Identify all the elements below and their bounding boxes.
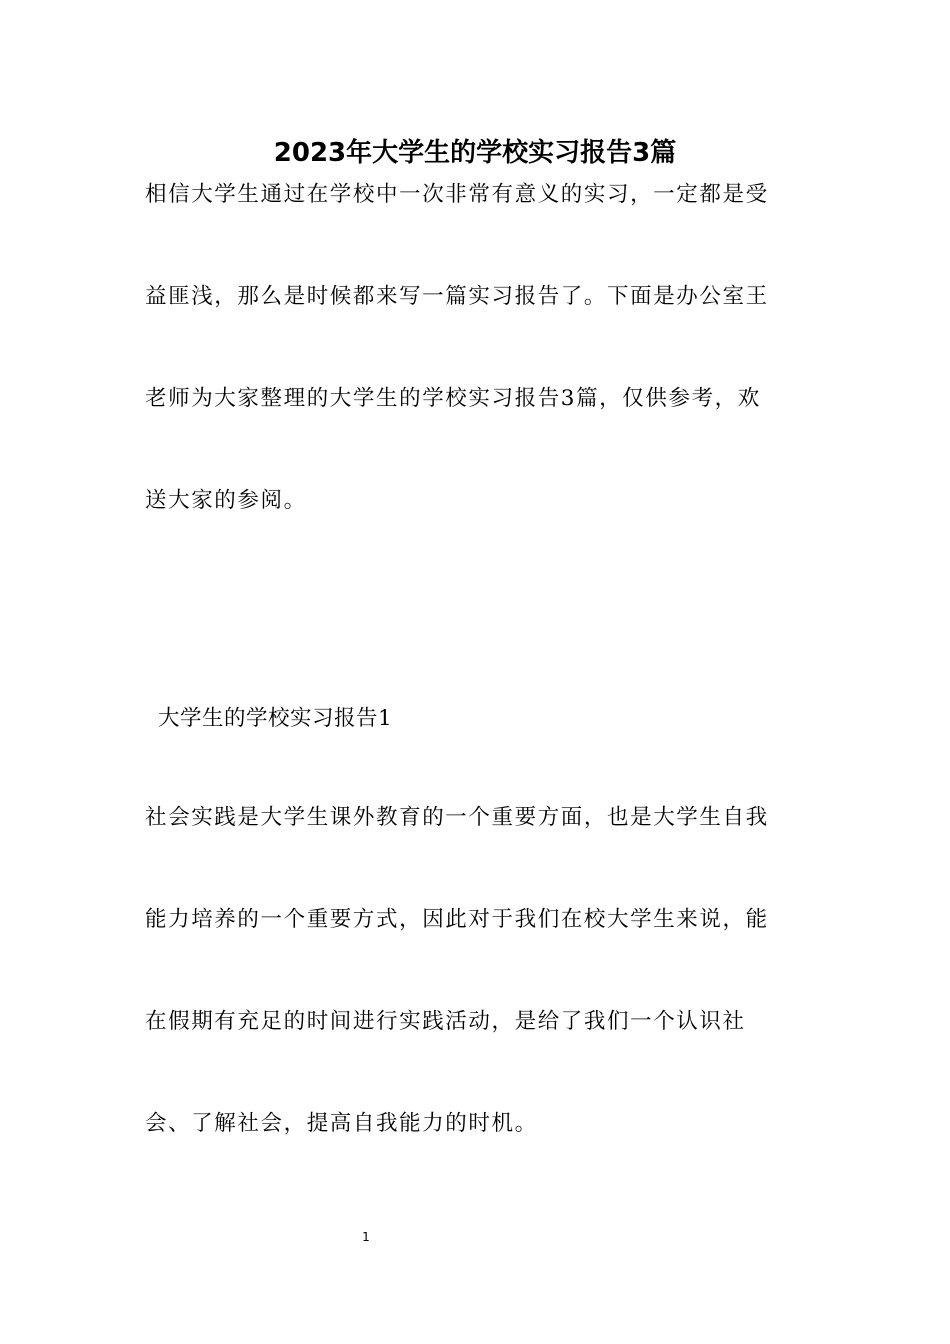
section-line-2: 能力培养的一个重要方式，因此对于我们在校大学生来说，能 <box>145 907 769 932</box>
section-paragraph <box>145 802 815 1210</box>
section-line-1: 社会实践是大学生课外教育的一个重要方面，也是大学生自我 <box>145 805 769 830</box>
intro-line-1: 相信大学生通过在学校中一次非常有意义的实习，一定都是受 <box>145 182 769 207</box>
intro-paragraph <box>145 179 815 587</box>
intro-line-4: 送大家的参阅。 <box>145 488 307 513</box>
intro-line-3: 老师为大家整理的大学生的学校实习报告3篇，仅供参考，欢 <box>145 386 761 411</box>
section-line-3: 在假期有充足的时间进行实践活动，是给了我们一个认识社 <box>145 1009 746 1034</box>
section-heading: 大学生的学校实习报告1 <box>158 706 393 731</box>
page-number: 1 <box>362 1230 370 1244</box>
document-title: 2023年大学生的学校实习报告3篇 <box>273 138 677 168</box>
section-line-4: 会、了解社会，提高自我能力的时机。 <box>145 1111 538 1136</box>
intro-line-2: 益匪浅，那么是时候都来写一篇实习报告了。下面是办公室王 <box>145 284 769 309</box>
